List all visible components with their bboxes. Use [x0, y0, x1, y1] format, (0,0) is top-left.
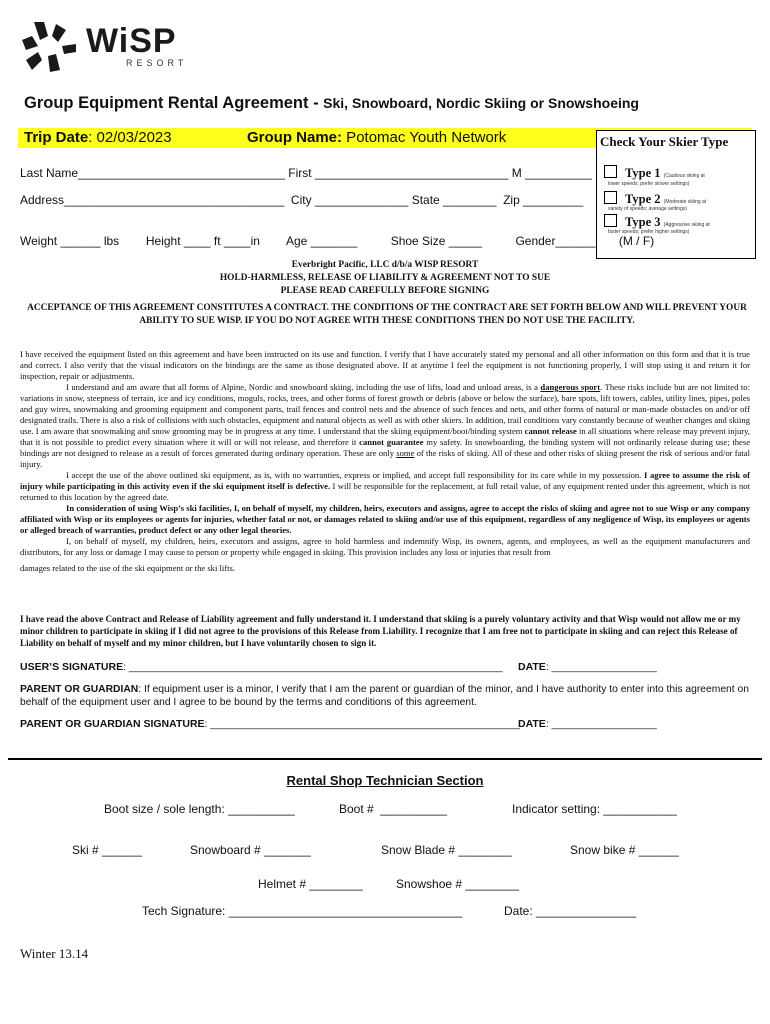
- company-name: Everbright Pacific, LLC d/b/a WISP RESORT: [291, 260, 479, 270]
- type-1-note: (Cautious skiing at: [663, 173, 705, 179]
- body-paragraph-1: I have received the equipment listed on this agreement and have been instructed on its use and function. I verify that I have accurately stated my personal and all other information on this form and that it is true and correct. I also verify that the visual indicators on the bindings are the same as those designated above. If at anytime I feel the equipment is not functioning properly, I will stop using it and return it for inspection, repair or adjustments.: [20, 349, 750, 381]
- user-date-line[interactable]: : __________________: [545, 661, 657, 673]
- p2-cannot-guarantee: cannot guarantee: [359, 437, 424, 447]
- type-3-note: (Aggressive skiing at: [663, 222, 710, 228]
- user-signature-line[interactable]: : ________________________________________________________________: [123, 661, 503, 673]
- body-paragraph-2: [20, 382, 750, 470]
- skier-type-title: Check Your Skier Type: [600, 134, 729, 149]
- read-carefully: PLEASE READ CAREFULLY BEFORE SIGNING: [280, 286, 490, 296]
- type-3-sub: faster speeds; prefer higher settings): [608, 229, 690, 235]
- guardian-text: : If equipment user is a minor, I verify that I am the parent or guardian of the minor, and I have authority to enter into this agreement on behalf of the equipment user and I agree to be bound by the terms and conditions of this agreement.: [20, 684, 749, 708]
- p2-cannot-release: cannot release: [524, 426, 577, 436]
- skier-type-1[interactable]: [604, 165, 705, 181]
- type-1-checkbox[interactable]: [604, 165, 617, 178]
- p3-text-a: I accept the use of the above outlined ski equipment, as is, with no warranties, express or implied, and accept full responsibility for its care while in my possession.: [66, 470, 644, 480]
- type-2-note: (Moderate skiing at: [663, 199, 707, 205]
- name-fields[interactable]: Last Name_______________________________ First _____________________________ M __________: [20, 166, 592, 180]
- user-date[interactable]: [518, 661, 657, 673]
- guardian-label: PARENT OR GUARDIAN: [20, 684, 139, 695]
- snowshoe-number-field[interactable]: Snowshoe # ________: [396, 877, 519, 891]
- agreement-body: [20, 349, 750, 574]
- acceptance-statement: ACCEPTANCE OF THIS AGREEMENT CONSTITUTES A CONTRACT. THE CONDITIONS OF THE CONTRACT ARE SET FORTH BELOW AND WILL PREVENT YOUR ABILITY TO SUE WISP. IF YOU DO NOT AGREE WITH THESE CONDITIONS THEN DO NOT USE THE FACILITY.: [27, 303, 747, 326]
- group-name-label: Group Name:: [247, 129, 343, 146]
- p2-text-a: I understand and am aware that all forms of Alpine, Nordic and snowboard skiing, including the use of lifts, load and unload areas, is a: [66, 382, 541, 392]
- logo-subtitle: RESORT: [126, 58, 188, 68]
- indicator-setting-field[interactable]: Indicator setting: ___________: [512, 802, 677, 816]
- user-signature[interactable]: [20, 661, 503, 673]
- trip-date-value: : 02/03/2023: [88, 129, 172, 146]
- trip-date: [24, 129, 172, 146]
- body-paragraph-4: In consideration of using Wisp’s ski facilities, I, on behalf of myself, my children, heirs, executors and assigns, agree to accept the risks of skiing and agree not to sue Wisp or any company affiliated with Wisp or its employees or agents for injuries, whether fatal or not, or damages related to skiing and/or use of this equipment, regardless of any negligence of Wisp, its employees or agents or alleged breach of warranties, product defect or any other legal theories.: [20, 503, 750, 535]
- boot-number-field[interactable]: Boot # __________: [339, 802, 448, 816]
- type-3-checkbox[interactable]: [604, 214, 617, 227]
- user-date-label: DATE: [518, 661, 546, 673]
- release-heading: HOLD-HARMLESS, RELEASE OF LIABILITY & AGREEMENT NOT TO SUE: [219, 273, 551, 283]
- tech-date-field[interactable]: Date: _______________: [504, 904, 637, 918]
- snowboard-number-field[interactable]: Snowboard # _______: [190, 843, 311, 857]
- guardian-date-label: DATE: [518, 718, 546, 730]
- p2-text-e: in all situations where release may prevent injury, that it is not possible to predict every situation where it will or will not release, and therefore it: [20, 426, 751, 447]
- group-name: [247, 129, 506, 146]
- wisp-snowflake-logo-icon: [20, 20, 80, 74]
- p2-text-c: . These risks include but are not limited to: variations in snow, steepness of terrain, ice and icy conditions, moguls, rocks, trees, and other forms of forest growth or debris (above or below the surface), bare spots, lift towers, cables, utility lines, pipes, poles and guy wires, snowmaking and grooming equipment and component parts, trail fences and control nets and the absence of such fences and nets, and other forms of natural or man-made obstacles on and/or off designated trails. There is also a risk of collisions with such obstacles, equipment and natural objects as well as with other skiers. In addition, trail conditions vary constantly because of weather changes and skiing use. I am aware that snowmaking and snow grooming may be in progress at any time. I understand that the skiing equipment/boot/binding system: [20, 382, 750, 436]
- read-statement: I have read the above Contract and Release of Liability agreement and fully understand it. I understand that skiing is a purely voluntary activity and that Wisp would not allow me or my minor children to participate in skiing if I did not agree to the provisions of this Release from Liability. I recognize that I am free not to participate in skiing and can reject this Release of Liability on behalf of myself and my minor children, but I have voluntarily chosen to sign it.: [20, 614, 741, 648]
- type-2-label: Type 2: [625, 192, 661, 206]
- tech-signature-field[interactable]: Tech Signature: ___________________________________: [142, 904, 463, 918]
- type-1-sub: lower speeds; prefer slower settings): [608, 181, 690, 187]
- section-divider: [8, 758, 762, 760]
- address-fields[interactable]: Address_________________________________ City ______________ State ________ Zip _________: [20, 193, 584, 207]
- guardian-signature-line[interactable]: : _____________________________________________________: [204, 718, 520, 730]
- type-2-sub: variety of speeds; average settings): [608, 206, 687, 212]
- title-sub: Ski, Snowboard, Nordic Skiing or Snowshoeing: [323, 95, 639, 111]
- body-paragraph-5: I, on behalf of myself, my children, heirs, executors and assigns, agree to hold harmless and indemnify Wisp, its owners, agents, and employees, as well as the equipment manufacturers and distributors, for any loss or damage I may cause to person or property while engaged in skiing. This provision includes any loss or injuries that result from: [20, 536, 750, 557]
- p2-some: some: [396, 448, 415, 458]
- form-version: Winter 13.14: [20, 946, 89, 961]
- type-2-checkbox[interactable]: [604, 191, 617, 204]
- snow-blade-number-field[interactable]: Snow Blade # ________: [381, 843, 512, 857]
- p2-text-g: my safety. In snowboarding, the binding system will not ordinarily release during use; these bindings are not designed to release as a result of forces generated during ordinary operation. These are only: [20, 437, 751, 458]
- user-signature-label: USER’S SIGNATURE: [20, 661, 124, 673]
- trip-date-label: Trip Date: [24, 129, 89, 146]
- rental-section-title: Rental Shop Technician Section: [286, 773, 484, 788]
- logo-wordmark: WiSP: [86, 22, 177, 60]
- snow-bike-number-field[interactable]: Snow bike # ______: [570, 843, 679, 857]
- guardian-date-line[interactable]: : __________________: [545, 718, 657, 730]
- body-measure-fields[interactable]: Weight ______ lbs Height ____ ft ____in Age _______ Shoe Size _____ Gender______ (M / F): [20, 234, 655, 248]
- group-name-value: Potomac Youth Network: [342, 129, 507, 146]
- guardian-date[interactable]: [518, 718, 657, 730]
- p2-text-i: of the risks of skiing. All of these and other risks of skiing present the risk of serious and/or fatal injury.: [20, 448, 751, 469]
- body-paragraph-5b: damages related to the use of the ski equipment or the ski lifts.: [20, 563, 236, 573]
- body-paragraph-3: [20, 470, 750, 503]
- p3-assume-risk: I agree to assume the risk of injury while participating in this activity even if the ski equipment itself is defective.: [20, 470, 751, 491]
- page-title: [24, 94, 639, 113]
- p3-text-c: I will be responsible for the replacement, at full retail value, of any equipment rented under this agreement, which is not returned to this location by the agreed date.: [20, 481, 750, 502]
- helmet-number-field[interactable]: Helmet # ________: [258, 877, 363, 891]
- boot-size-field[interactable]: Boot size / sole length: __________: [104, 802, 295, 816]
- guardian-signature-label: PARENT OR GUARDIAN SIGNATURE: [20, 718, 205, 730]
- ski-number-field[interactable]: Ski # ______: [72, 843, 143, 857]
- skier-type-3[interactable]: [604, 214, 710, 230]
- skier-type-2[interactable]: [604, 191, 706, 207]
- type-1-label: Type 1: [625, 166, 661, 180]
- type-3-label: Type 3: [625, 215, 661, 229]
- title-main: Group Equipment Rental Agreement -: [24, 94, 324, 112]
- guardian-statement: [20, 683, 750, 709]
- guardian-signature[interactable]: [20, 718, 520, 730]
- p2-dangerous: dangerous sport: [540, 382, 601, 392]
